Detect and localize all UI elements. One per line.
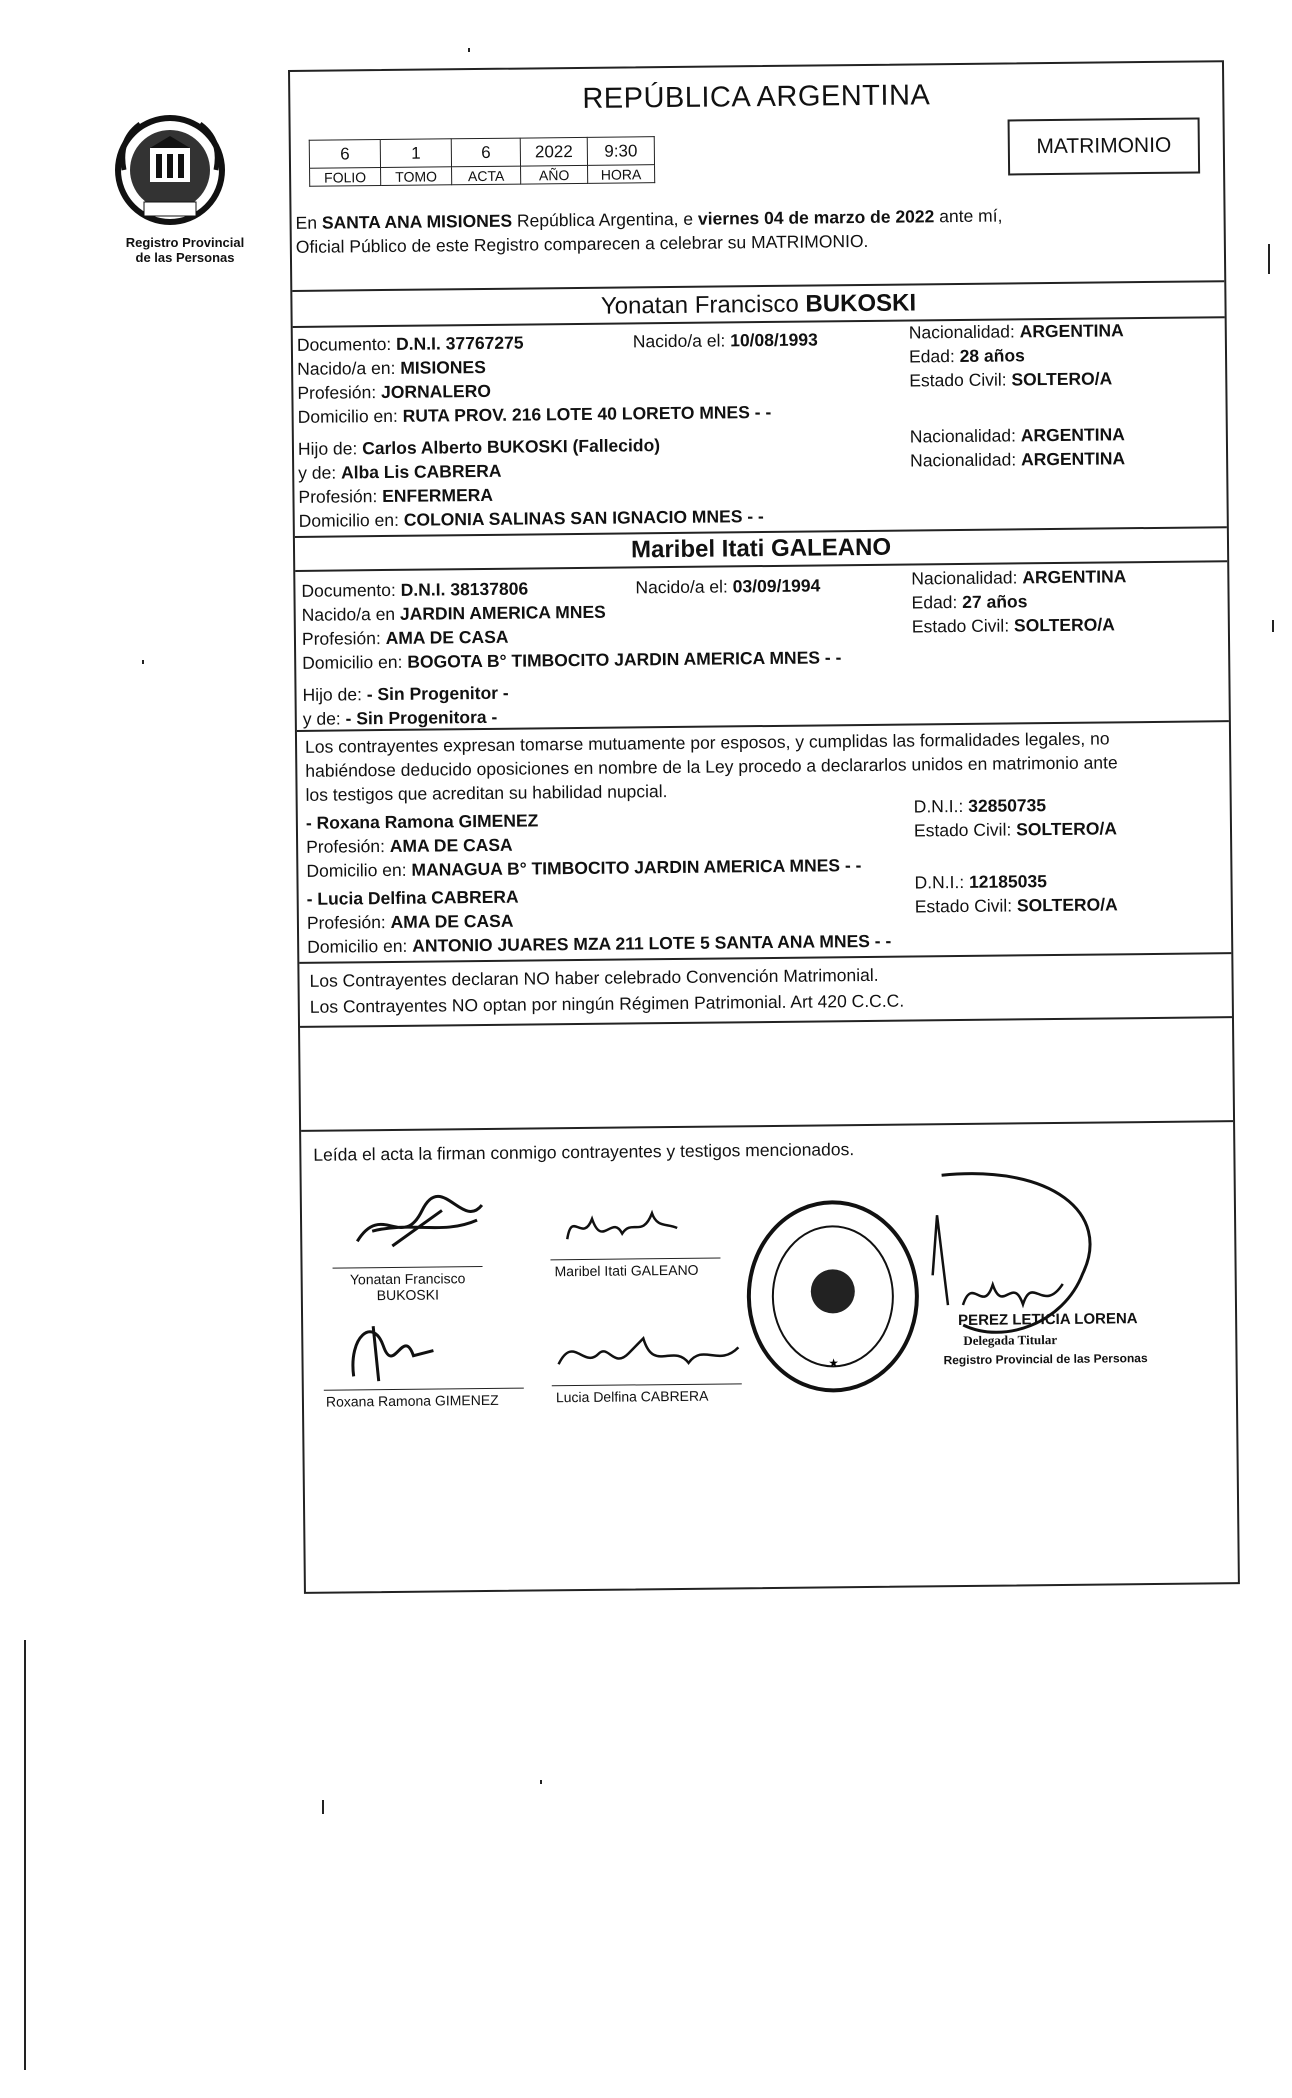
groom-signature-icon xyxy=(352,1190,493,1261)
value: JORNALERO xyxy=(380,380,492,403)
regime-line2: Los Contrayentes NO optan por ningún Régimen Patrimonial. Art 420 C.C.C. xyxy=(309,990,905,1017)
value: MANAGUA B° TIMBOCITO JARDIN AMERICA MNES - - xyxy=(411,855,862,880)
scan-speck xyxy=(468,48,470,52)
groom-documento xyxy=(297,332,524,356)
groom-signature-label xyxy=(333,1270,483,1304)
bride-signature-icon xyxy=(562,1198,683,1259)
value: SOLTERO/A xyxy=(1016,894,1118,916)
value: D.N.I. 37767275 xyxy=(396,332,524,354)
registry-stamp-icon xyxy=(742,1195,924,1397)
label: Profesión: xyxy=(301,628,381,649)
registry-logo xyxy=(110,110,260,265)
intro-place: SANTA ANA MISIONES xyxy=(321,210,513,233)
witness1-domicilio xyxy=(306,854,861,882)
bride-estado-civil xyxy=(912,613,1115,637)
svg-text:★: ★ xyxy=(829,1358,839,1370)
witness1-signature-icon xyxy=(333,1305,454,1386)
hora-value: 9:30 xyxy=(587,137,654,166)
record-type-box: MATRIMONIO xyxy=(1008,117,1201,175)
bride-documento xyxy=(301,578,528,602)
anio-value: 2022 xyxy=(520,137,587,166)
groom-madre-nacionalidad xyxy=(910,447,1125,471)
scan-speck xyxy=(142,660,144,664)
value: SOLTERO/A xyxy=(1016,818,1118,840)
bride-nacido-en xyxy=(302,601,606,626)
label: Documento: xyxy=(301,579,396,601)
signature-line xyxy=(333,1266,483,1269)
witness1-dni xyxy=(914,794,1047,817)
regime-line1: Los Contrayentes declaran NO haber celebrado Convención Matrimonial. xyxy=(309,964,879,991)
groom-profesion xyxy=(297,380,491,404)
intro-pre: En xyxy=(295,212,322,233)
label: Domicilio en: xyxy=(306,859,407,881)
bride-surname: GALEANO xyxy=(770,533,892,562)
witness1-name: - Roxana Ramona GIMENEZ xyxy=(305,810,539,833)
label: Domicilio en: xyxy=(307,935,408,957)
value: AMA DE CASA xyxy=(390,910,514,932)
label: Profesión: xyxy=(297,382,377,403)
bride-domicilio xyxy=(302,646,841,674)
intro-post: ante mí, xyxy=(934,205,1003,227)
scan-edge xyxy=(24,1640,26,2070)
bride-profesion xyxy=(302,626,509,650)
label: Nacido/a en: xyxy=(297,357,396,379)
value: ANTONIO JUARES MZA 211 LOTE 5 SANTA ANA MNES - - xyxy=(412,930,892,956)
value: ENFERMERA xyxy=(382,484,494,507)
label: D.N.I.: xyxy=(913,795,964,817)
label: Estado Civil: xyxy=(909,369,1007,391)
groom-nacionalidad xyxy=(909,319,1124,343)
groom-nacido-el xyxy=(633,328,818,352)
signature-line xyxy=(324,1388,524,1391)
label: Nacionalidad: xyxy=(910,449,1017,471)
label: Estado Civil: xyxy=(913,819,1012,841)
label: Estado Civil: xyxy=(914,895,1013,917)
witness2-signature-icon xyxy=(553,1322,744,1384)
bride-signature-label: Maribel Itati GALEANO xyxy=(554,1261,699,1280)
acta-label: ACTA xyxy=(452,166,521,185)
official-title: Delegada Titular xyxy=(963,1332,1058,1348)
value: ARGENTINA xyxy=(1019,320,1124,342)
value: - Sin Progenitora - xyxy=(345,706,498,729)
declaration-line1: Los contrayentes expresan tomarse mutuamente por esposos, y cumplidas las formalidades legales, no xyxy=(304,728,1110,757)
scan-speck xyxy=(1268,244,1270,274)
value: AMA DE CASA xyxy=(389,834,513,856)
folio-value: 6 xyxy=(309,140,380,169)
value: Carlos Alberto BUKOSKI (Fallecido) xyxy=(362,435,661,459)
groom-madre-profesion xyxy=(298,484,493,508)
groom-madre xyxy=(298,460,501,484)
value: 10/08/1993 xyxy=(730,329,818,351)
intro-line2: Oficial Público de este Registro comparecen a celebrar su MATRIMONIO. xyxy=(295,230,869,257)
label: y de: xyxy=(298,462,337,483)
groom-edad xyxy=(909,344,1025,367)
label: Domicilio en: xyxy=(297,405,398,427)
value: RUTA PROV. 216 LOTE 40 LORETO MNES - - xyxy=(402,401,772,426)
marriage-certificate xyxy=(288,60,1240,1594)
bride-padre xyxy=(302,682,508,706)
official-org: Registro Provincial de las Personas xyxy=(943,1351,1148,1368)
bride-first-names: Maribel Itati xyxy=(630,535,765,564)
groom-padre xyxy=(298,434,660,460)
value: COLONIA SALINAS SAN IGNACIO MNES - - xyxy=(403,506,764,530)
witness2-dni xyxy=(914,870,1047,893)
label: Nacido/a el: xyxy=(632,330,726,352)
value: ARGENTINA xyxy=(1020,448,1126,470)
logo-caption xyxy=(110,235,260,265)
value: 32850735 xyxy=(968,795,1047,816)
witness2-signature-label: Lucia Delfina CABRERA xyxy=(555,1387,709,1406)
label: y de: xyxy=(302,708,341,729)
label: Edad: xyxy=(911,592,958,613)
value: - Sin Progenitor - xyxy=(366,682,509,705)
value: JARDIN AMERICA MNES xyxy=(399,601,606,624)
country-title: REPÚBLICA ARGENTINA xyxy=(582,79,931,115)
label: Hijo de: xyxy=(302,684,362,705)
logo-caption-line2: de las Personas xyxy=(135,250,235,265)
groom-madre-domicilio xyxy=(299,505,764,532)
label-line2: BUKOSKI xyxy=(376,1286,440,1304)
groom-nacido-en xyxy=(297,356,486,380)
value: SOLTERO/A xyxy=(1011,368,1113,390)
witness1-signature-label: Roxana Ramona GIMENEZ xyxy=(325,1391,499,1410)
divider xyxy=(301,1120,1233,1132)
divider xyxy=(300,1016,1232,1028)
value: MISIONES xyxy=(400,356,486,378)
closing-line: Leída el acta la firman conmigo contrayentes y testigos mencionados. xyxy=(313,1139,855,1165)
groom-surname: BUKOSKI xyxy=(805,289,917,318)
label: Nacionalidad: xyxy=(908,321,1015,343)
label: Hijo de: xyxy=(297,438,358,459)
groom-estado-civil xyxy=(909,367,1112,391)
scan-speck xyxy=(1272,620,1274,632)
scan-speck xyxy=(540,1780,542,1784)
record-meta-table xyxy=(309,136,655,187)
label: D.N.I.: xyxy=(914,871,965,893)
label: Nacido/a en xyxy=(301,603,396,625)
label-line1: Yonatan Francisco xyxy=(349,1270,466,1288)
folio-label: FOLIO xyxy=(310,168,381,187)
label: Estado Civil: xyxy=(911,615,1010,637)
intro-date: viernes 04 de marzo de 2022 xyxy=(697,206,935,229)
label: Nacido/a el: xyxy=(635,576,728,598)
groom-domicilio xyxy=(298,401,772,428)
groom-first-names: Yonatan Francisco xyxy=(600,290,799,320)
value: ARGENTINA xyxy=(1022,566,1127,588)
bride-nacido-el xyxy=(635,574,820,598)
anio-label: AÑO xyxy=(521,165,588,184)
value: ARGENTINA xyxy=(1020,424,1125,446)
province-seal-icon xyxy=(110,110,230,230)
value: 28 años xyxy=(959,345,1025,366)
label: Nacionalidad: xyxy=(909,425,1017,447)
witness1-profesion xyxy=(306,834,513,858)
bride-madre xyxy=(303,706,498,730)
scan-speck xyxy=(322,1800,324,1814)
groom-padre-nacionalidad xyxy=(910,423,1125,447)
witness2-estado-civil xyxy=(915,893,1118,917)
acta-value: 6 xyxy=(451,138,520,167)
label: Nacionalidad: xyxy=(911,567,1018,589)
declaration-line3: los testigos que acreditan su habilidad nupcial. xyxy=(305,781,668,805)
witness2-profesion xyxy=(307,910,514,934)
value: BOGOTA B° TIMBOCITO JARDIN AMERICA MNES - - xyxy=(407,647,842,672)
value: Alba Lis CABRERA xyxy=(340,460,502,483)
value: 27 años xyxy=(962,591,1028,612)
declaration-line2: habiéndose deducido oposiciones en nombre de la Ley procedo a declararlos unidos en matrimonio ante xyxy=(305,752,1118,781)
intro-mid: República Argentina, e xyxy=(512,208,699,231)
witness2-name: - Lucia Delfina CABRERA xyxy=(306,886,519,909)
label: Documento: xyxy=(296,333,392,355)
bride-nacionalidad xyxy=(911,565,1126,589)
tomo-label: TOMO xyxy=(381,167,452,186)
witness1-estado-civil xyxy=(914,817,1117,841)
label: Profesión: xyxy=(298,486,378,507)
value: AMA DE CASA xyxy=(385,626,509,649)
hora-label: HORA xyxy=(588,165,655,184)
label: Profesión: xyxy=(306,836,386,857)
value: 03/09/1994 xyxy=(732,575,821,597)
value: 12185035 xyxy=(968,871,1047,892)
label: Profesión: xyxy=(306,912,386,933)
value: SOLTERO/A xyxy=(1013,614,1115,636)
tomo-value: 1 xyxy=(380,139,451,168)
bride-edad xyxy=(911,590,1027,613)
logo-caption-line1: Registro Provincial xyxy=(125,235,245,250)
label: Edad: xyxy=(908,346,955,367)
intro-line1 xyxy=(295,205,1002,234)
value: D.N.I. 38137806 xyxy=(400,578,529,600)
label: Domicilio en: xyxy=(298,509,400,531)
label: Domicilio en: xyxy=(302,651,403,673)
official-name: PEREZ LETICIA LORENA xyxy=(958,1310,1138,1330)
witness2-domicilio xyxy=(307,930,891,958)
